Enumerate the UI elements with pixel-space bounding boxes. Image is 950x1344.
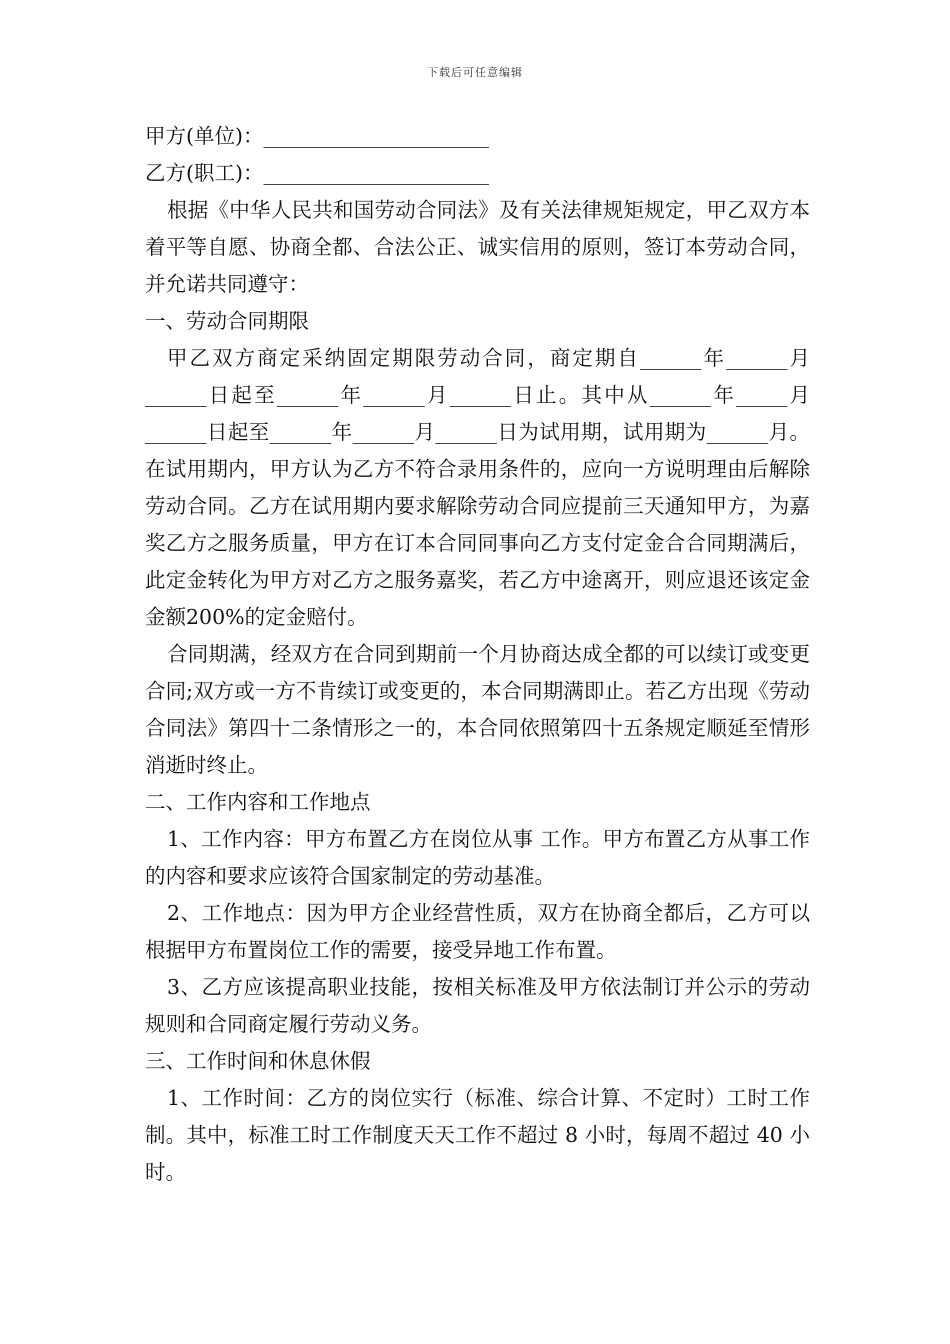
- section-2-item-2: 2、工作地点：因为甲方企业经营性质，双方在协商全都后，乙方可以根据甲方布置岗位工作的需要，接受异地工作布置。: [145, 901, 810, 962]
- page-header-note: 下载后可任意编辑: [427, 66, 523, 79]
- section-2-title: 二、工作内容和工作地点: [145, 790, 371, 814]
- section-1-paragraph-1: 甲乙双方商定采纳固定期限劳动合同，商定期自______年______月______日起至______年______月______日止。其中从______年_____月______日起至______年______月______日为试用期，试用期为______月。在试用期内，甲方认为乙方不符合录用条件的，应向一方说明理由后解除劳动合同。乙方在试用期内要求解除劳动合同应提前三天通知甲方，为嘉奖乙方之服务质量，甲方在订本合同同事向乙方支付定金合合同期满后，此定金转化为甲方对乙方之服务嘉奖，若乙方中途离开，则应退还该定金金额200%的定金赔付。: [145, 346, 810, 629]
- section-3-title: 三、工作时间和休息休假: [145, 1049, 371, 1073]
- section-2-item-3: 3、乙方应该提高职业技能，按相关标准及甲方依法制订并公示的劳动规则和合同商定履行劳动义务。: [145, 975, 810, 1036]
- party-b-line: 乙方(职工)：______________________: [145, 161, 489, 185]
- party-a-line: 甲方(单位)：______________________: [145, 124, 489, 148]
- section-1-title: 一、劳动合同期限: [145, 309, 309, 333]
- contract-body: [145, 118, 810, 1191]
- section-3-item-1: 1、工作时间：乙方的岗位实行（标准、综合计算、不定时）工时工作制。其中，标准工时工作制度天天工作不超过 8 小时，每周不超过 40 小时。: [145, 1086, 810, 1184]
- section-2-item-1: 1、工作内容：甲方布置乙方在岗位从事 工作。甲方布置乙方从事工作的内容和要求应该符合国家制定的劳动基准。: [145, 827, 810, 888]
- intro-paragraph: 根据《中华人民共和国劳动合同法》及有关法律规矩规定，甲乙双方本着平等自愿、协商全都、合法公正、诚实信用的原则，签订本劳动合同，并允诺共同遵守：: [145, 198, 810, 296]
- section-1-paragraph-2: 合同期满，经双方在合同到期前一个月协商达成全都的可以续订或变更合同;双方或一方不肯续订或变更的，本合同期满即止。若乙方出现《劳动合同法》第四十二条情形之一的，本合同依照第四十五条规定顺延至情形消逝时终止。: [145, 642, 810, 777]
